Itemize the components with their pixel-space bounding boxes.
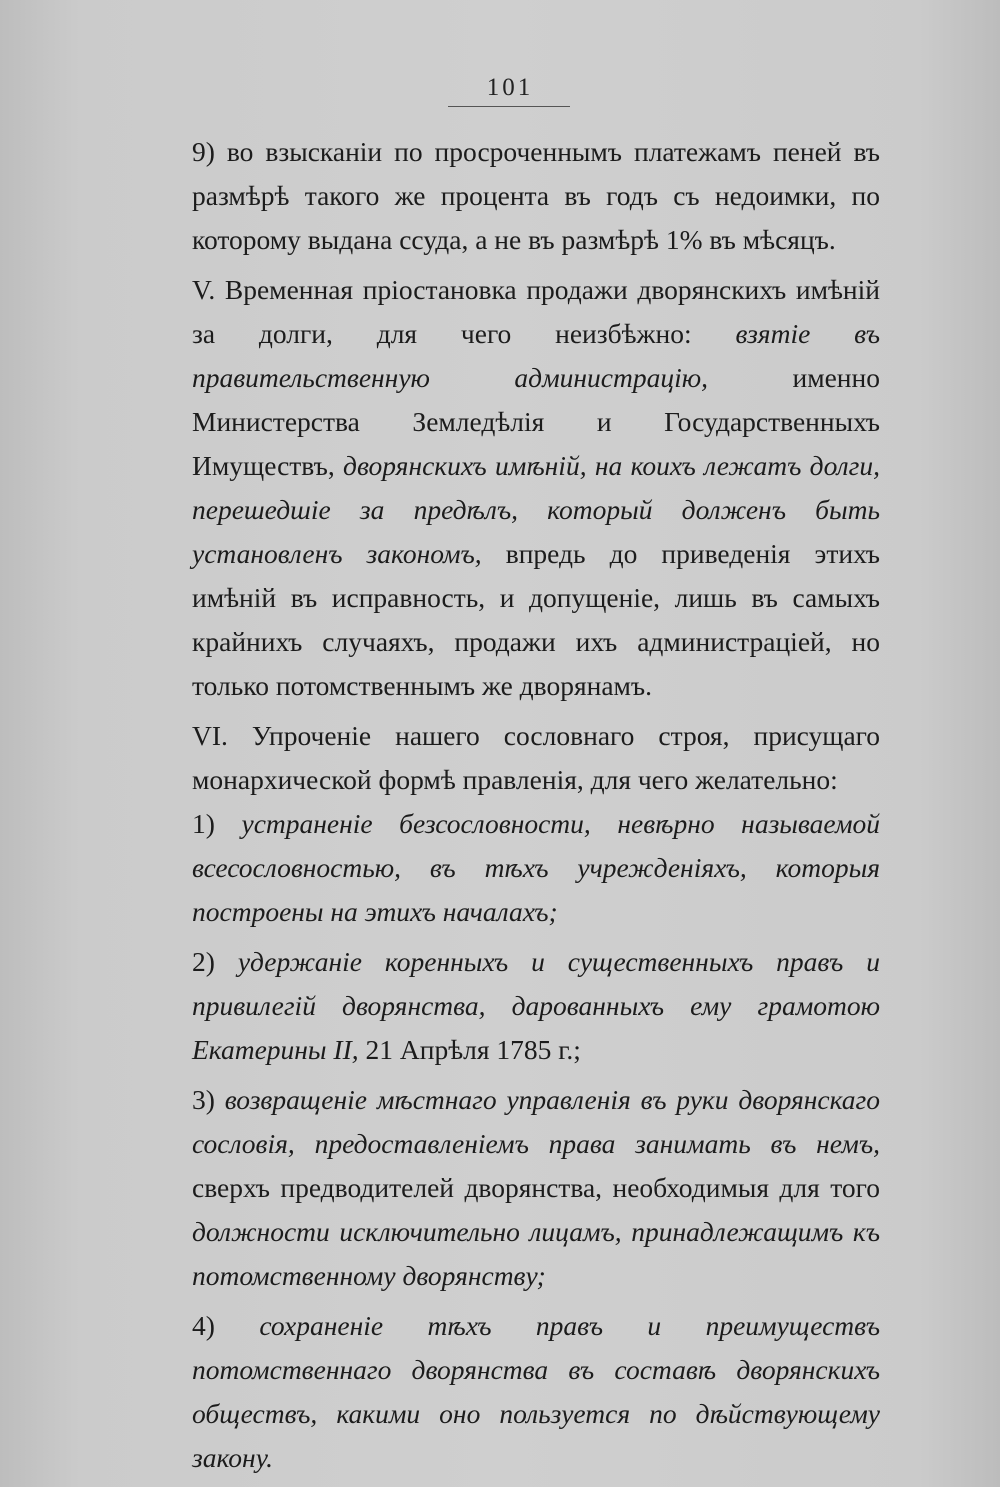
body-text (145, 130, 880, 1480)
italic-segment: возвращеніе мѣстнаго управленія въ руки дворянскаго сословія, предоставленіемъ права занимать въ немъ, (192, 1084, 880, 1159)
text-segment: 9) во взысканіи по просроченнымъ платежамъ пеней въ размѣрѣ такого же процента въ годъ съ недоимки, по которому выдана ссуда, а не въ размѣрѣ 1% въ мѣсяцъ. (192, 136, 880, 255)
paragraph-section-v (145, 268, 880, 708)
italic-segment: устраненіе безсословности, невѣрно называемой всесословностью, въ тѣхъ учрежденіяхъ, которыя построены на этихъ началахъ; (192, 808, 880, 927)
text-segment: именно Министерства Земледѣлія и Государственныхъ Имуществъ, (192, 362, 880, 481)
paragraph-section-vi (145, 714, 880, 802)
paragraph-item-2 (145, 940, 880, 1072)
paragraph-item-1 (145, 802, 880, 934)
italic-segment: дворянскихъ имѣній, на коихъ лежатъ долги, перешедшіе за предѣлъ, который долженъ быть установленъ закономъ, (192, 450, 880, 569)
item-number: 1) (192, 808, 242, 839)
page-number: 101 (486, 74, 534, 101)
italic-segment: взятіе въ правительственную администрацію, (192, 318, 880, 393)
header-rule (448, 106, 570, 107)
italic-segment: удержаніе коренныхъ и существенныхъ правъ и привилегій дворянства, дарованныхъ ему грамотою Екатерины II, (192, 946, 880, 1065)
text-segment: впредь до приведенія этихъ имѣній въ исправность, и допущеніе, лишь въ самыхъ крайнихъ случаяхъ, продажи ихъ администраціей, но только потомственнымъ же дворянамъ. (192, 538, 880, 701)
italic-segment: должности исключительно лицамъ, принадлежащимъ къ потомственному дворянству; (192, 1216, 880, 1291)
item-number: 3) (192, 1084, 225, 1115)
item-number: 2) (192, 946, 238, 977)
italic-segment: сохраненіе тѣхъ правъ и преимуществъ потомственнаго дворянства въ составѣ дворянскихъ обществъ, какими оно пользуется по дѣйствующему закону. (192, 1310, 880, 1473)
paragraph-item-3 (145, 1078, 880, 1298)
text-segment: VI. Упроченіе нашего сословнаго строя, присущаго монархической формѣ правленія, для чего желательно: (192, 720, 880, 795)
text-segment: V. Временная пріостановка продажи дворянскихъ имѣній за долги, для чего неизбѣжно: (192, 274, 880, 349)
text-segment: сверхъ предводителей дворянства, необходимыя для того (192, 1172, 880, 1203)
item-number: 4) (192, 1310, 260, 1341)
paragraph-item-4 (145, 1304, 880, 1480)
text-segment: 21 Апрѣля 1785 г.; (358, 1034, 581, 1065)
paragraph-item-9 (145, 130, 880, 262)
